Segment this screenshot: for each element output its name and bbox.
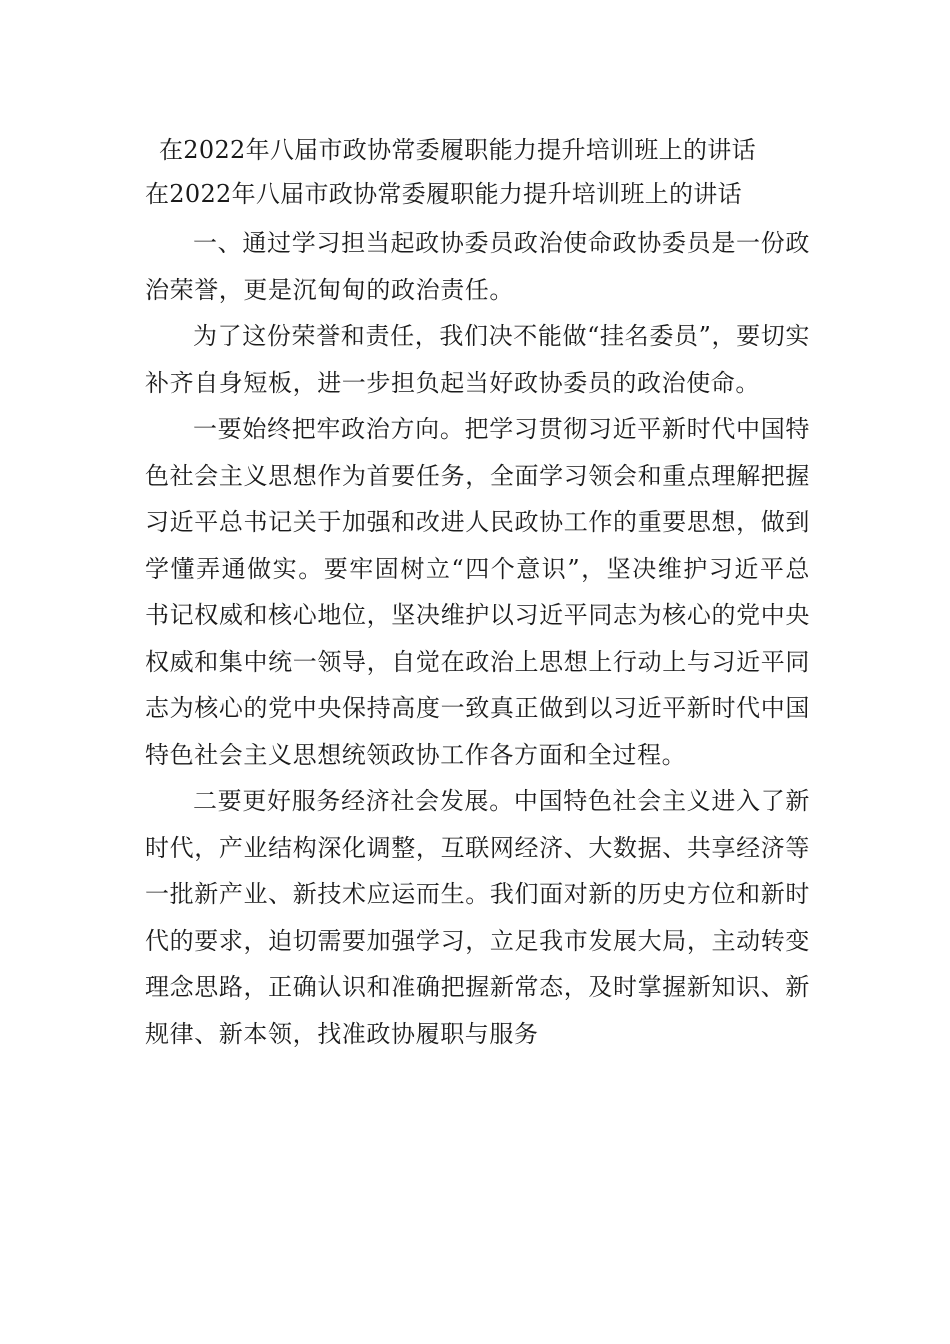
paragraph-3: 一要始终把牢政治方向。把学习贯彻习近平新时代中国特色社会主义思想作为首要任务，全面学习领会和重点理解把握习近平总书记关于加强和改进人民政协工作的重要思想，做到学懂弄通做实。要牢固树立“四个意识”，坚决维护习近平总书记权威和核心地位，坚决维护以习近平同志为核心的党中央权威和集中统一领导，自觉在政治上思想上行动上与习近平同志为核心的党中央保持高度一致真正做到以习近平新时代中国特色社会主义思想统领政协工作各方面和全过程。: [145, 415, 810, 769]
document-title-line-1: 在2022年八届市政协常委履职能力提升培训班上的讲话: [159, 136, 756, 164]
document-body: [145, 128, 810, 1057]
document-title-line-2: 在2022年八届市政协常委履职能力提升培训班上的讲话: [145, 180, 742, 208]
paragraph-1: 一、通过学习担当起政协委员政治使命政协委员是一份政治荣誉，更是沉甸甸的政治责任。: [145, 229, 810, 304]
paragraph-2: 为了这份荣誉和责任，我们决不能做“挂名委员”，要切实补齐自身短板，进一步担负起当好政协委员的政治使命。: [145, 322, 810, 397]
paragraph-4: 二要更好服务经济社会发展。中国特色社会主义进入了新时代，产业结构深化调整，互联网经济、大数据、共享经济等一批新产业、新技术应运而生。我们面对新的历史方位和新时代的要求，迫切需要加强学习，立足我市发展大局，主动转变理念思路，正确认识和准确把握新常态，及时掌握新知识、新规律、新本领，找准政协履职与服务: [145, 787, 810, 1048]
